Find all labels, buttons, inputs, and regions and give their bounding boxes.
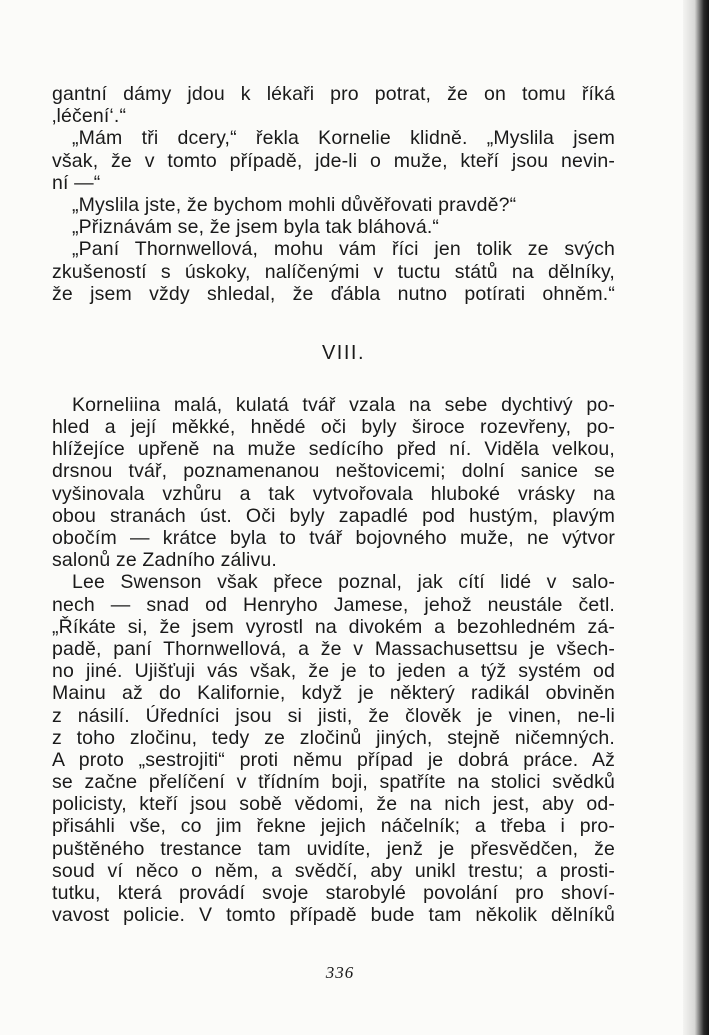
text-line: však, že v tomto případě, jde-li o muže, kteří jsou nevin-	[52, 149, 615, 172]
text-line: no jiné. Ujišťuji vás však, že je to jeden a týž systém od	[52, 660, 615, 683]
text-line: obou stranách úst. Oči byly zapadlé pod hustým, plavým	[52, 504, 615, 527]
text-line: hlížejíce upřeně na muže sedícího před ní. Viděla velkou,	[52, 438, 615, 461]
text-line: puštěného trestance tam uvidíte, jenž je přesvědčen, že	[52, 837, 615, 860]
text-line: se začne přelíčení v třídním boji, spatříte na stolici svědků	[52, 771, 615, 794]
text-line: přisáhli vše, co jim řekne jejich náčelník; a třeba i pro-	[52, 815, 615, 838]
text-line: z toho zločinu, tedy ze zločinů jiných, stejně ničemných.	[52, 726, 615, 749]
text-line: ‚léčení‘.“	[52, 105, 127, 128]
page-text	[52, 83, 615, 926]
text-line: drsnou tvář, poznamenanou neštovicemi; dolní sanice se	[52, 460, 615, 483]
chapter-heading: VIII.	[321, 341, 366, 364]
text-line: obočím — krátce byla to tvář bojovného muže, ne výtvor	[52, 527, 615, 549]
text-line: Korneliina malá, kulatá tvář vzala na sebe dychtivý po-	[72, 393, 615, 416]
text-line: Lee Swenson však přece poznal, jak cítí lidé v salo-	[72, 571, 615, 594]
text-line: „Přiznávám se, že jsem byla tak bláhová.“	[72, 216, 440, 239]
text-line: vyšinovala vzhůru a tak vytvořovala hluboké vrásky na	[52, 482, 615, 505]
book-spine-shadow	[683, 0, 709, 1035]
text-line: tutku, která provádí svoje starobylé povolání pro shoví-	[52, 882, 615, 904]
text-line: Mainu až do Kalifornie, když je některý radikál obviněn	[52, 682, 615, 705]
text-line: policisty, kteří jsou sobě vědomi, že na nich jest, aby od-	[52, 793, 615, 816]
text-line: „Mám tři dcery,“ řekla Kornelie klidně. „Myslila jsem	[72, 127, 615, 150]
text-line: „Paní Thornwellová, mohu vám říci jen tolik ze svých	[72, 238, 615, 261]
text-line: salonů ze Zadního zálivu.	[52, 549, 277, 572]
text-line: A proto „sestrojiti“ proti němu případ je dobrá práce. Až	[52, 748, 615, 771]
text-line: „Říkáte si, že jsem vyrostl na divokém a bezohledném zá-	[52, 615, 615, 638]
text-line: gantní dámy jdou k lékaři pro potrat, že on tomu říká	[52, 83, 615, 105]
text-line: ní —“	[52, 171, 101, 194]
text-line: soud ví něco o něm, a svědčí, aby unikl trestu; a prosti-	[52, 859, 615, 882]
text-line: zkušeností s úskoky, nalíčenými v tuctu států na dělníky,	[52, 260, 615, 283]
text-line: nech — snad od Henryho Jamese, jehož neustále četl.	[52, 593, 615, 616]
text-line: hled a její měkké, hnědé oči byly široce rozevřeny, po-	[52, 416, 615, 439]
text-line: z násilí. Úředníci jsou si jisti, že člověk je vinen, ne-li	[52, 704, 615, 727]
page-number: 336	[325, 963, 355, 982]
text-line: padě, paní Thornwellová, a že v Massachusettsu je všech-	[52, 637, 615, 660]
text-line: vavost policie. V tomto případě bude tam několik dělníků	[52, 904, 615, 927]
text-line: že jsem vždy shledal, že ďábla nutno potírati ohněm.“	[52, 282, 615, 305]
text-line: „Myslila jste, že bychom mohli důvěřovati pravdě?“	[72, 193, 517, 216]
